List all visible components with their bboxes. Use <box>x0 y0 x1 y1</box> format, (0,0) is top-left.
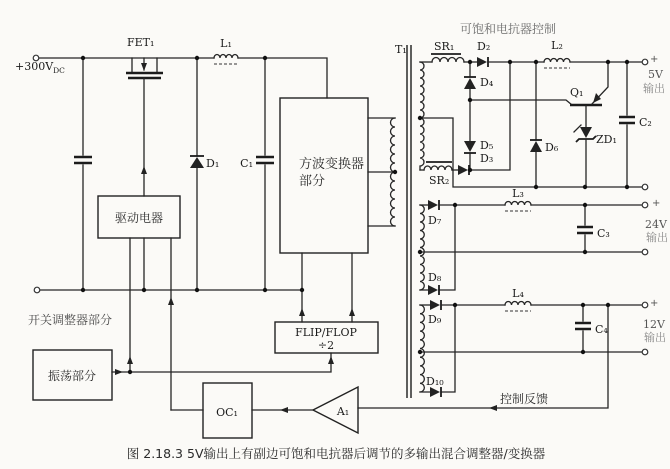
return-rail-5v <box>420 118 642 187</box>
5v-plus-sign: + <box>650 54 659 65</box>
q1-label: Q₁ <box>570 86 584 99</box>
d7-label: D₇ <box>428 214 442 227</box>
arrow-up-icon <box>168 297 174 305</box>
d4-label: D₄ <box>480 76 494 89</box>
collector-wire <box>470 100 572 105</box>
arrow-up-icon <box>299 308 305 316</box>
arrow-right-icon <box>115 369 123 375</box>
arrow-up-icon <box>328 356 334 364</box>
d1-diode-icon <box>190 58 204 290</box>
converter-box-label-line1: 方波变换器 <box>299 157 365 172</box>
coil <box>214 55 238 58</box>
fet1-icon <box>126 58 163 196</box>
d5-triangle <box>464 141 476 152</box>
d6-label: D₆ <box>545 141 559 154</box>
d9-label: D₉ <box>428 313 442 326</box>
l2-label: L₂ <box>551 39 563 52</box>
c4-label: C₄ <box>595 323 608 336</box>
plates <box>619 117 635 123</box>
input-capacitor-icon <box>74 157 92 163</box>
zd1-zener-icon <box>574 125 596 187</box>
c2-label: C₂ <box>639 116 652 129</box>
output-5v-section <box>420 54 642 187</box>
l4-label: L₄ <box>512 287 524 300</box>
figure-caption: 图 2.18.3 5V输出上有副边可饱和电抗器后调节的多输出混合调整器/变换器 <box>126 446 546 461</box>
sr1-label: SR₁ <box>434 40 455 53</box>
24v-positive-terminal <box>642 202 648 208</box>
c3-label: C₃ <box>597 227 610 240</box>
coil <box>505 302 531 306</box>
plates <box>577 227 593 233</box>
emitter-wire <box>592 62 608 104</box>
c4-capacitor-icon <box>575 305 591 352</box>
arrow-down-icon <box>141 63 147 71</box>
plates <box>256 157 274 163</box>
flipflop-label-line2: ÷2 <box>317 339 335 352</box>
5v-return-terminal <box>642 184 648 190</box>
d10-diode-icon <box>430 387 441 397</box>
emitter-arrow-icon <box>593 93 601 103</box>
5v-positive-terminal <box>642 59 648 65</box>
plates <box>575 323 591 329</box>
l3-label: L₃ <box>512 187 524 200</box>
converter-transformer <box>280 45 411 398</box>
d5-label: D₅ <box>480 139 494 152</box>
arrow-up-icon <box>141 166 147 174</box>
d8-label: D₈ <box>428 271 442 284</box>
l3-inductor-icon <box>505 202 642 212</box>
anode-triangle <box>430 300 440 310</box>
d6-diode-icon <box>530 62 542 187</box>
anode-triangle <box>428 200 438 210</box>
coil <box>505 202 531 206</box>
d4-triangle <box>464 78 476 89</box>
24v-voltage-label: 24V <box>645 218 667 231</box>
anode-triangle <box>190 157 204 168</box>
d3-label: D₃ <box>480 152 494 165</box>
anode-triangle <box>477 57 487 67</box>
amplifier-triangle-icon <box>313 387 358 433</box>
input-voltage-label: $+300V_{DC}$ <box>15 60 65 75</box>
zd1-label: ZD₁ <box>596 133 617 146</box>
secondary-24v-winding-icon <box>420 205 424 290</box>
driver-box-label: 驱动电器 <box>114 211 164 225</box>
secondary-12v-winding-icon <box>420 305 424 392</box>
arrow-left-icon <box>280 407 288 413</box>
12v-plus-sign: + <box>650 298 659 309</box>
24v-plus-sign: + <box>652 198 661 209</box>
d9-diode-icon <box>430 300 505 310</box>
c3-capacitor-icon <box>577 205 593 252</box>
l4-inductor-icon <box>505 302 642 312</box>
a1-label: A₁ <box>336 405 350 418</box>
d4-d5-reset-leg <box>464 62 476 170</box>
5v-voltage-label: 5V <box>648 68 663 81</box>
d10-label: D₁₀ <box>426 375 444 388</box>
l1-label: L₁ <box>220 37 232 50</box>
output-24v-section <box>420 200 642 295</box>
12v-output-word: 输出 <box>644 331 666 344</box>
oscillator-output-wire <box>112 353 331 372</box>
24v-return-terminal <box>642 249 648 255</box>
input-return-terminal <box>34 287 40 293</box>
d1-label: D₁ <box>206 157 220 170</box>
coil <box>424 166 452 170</box>
d2-label: D₂ <box>477 40 491 53</box>
regulator-section-label: 开关调整器部分 <box>28 313 113 327</box>
d8-diode-icon <box>428 285 439 295</box>
c2-capacitor-icon <box>619 62 635 187</box>
sr2-label: SR₂ <box>429 174 450 187</box>
coil <box>544 59 570 62</box>
c1-label: C₁ <box>240 157 253 170</box>
oc1-label: OC₁ <box>216 406 238 419</box>
converter-box-label-line2: 部分 <box>299 174 326 189</box>
arrow-up-icon <box>349 308 355 316</box>
feedback-label: 控制反馈 <box>500 392 549 406</box>
d7-diode-icon <box>428 200 505 210</box>
t1-label: T₁ <box>395 43 407 56</box>
c1-capacitor-icon <box>256 58 274 290</box>
anode-triangle <box>458 165 468 175</box>
anode-triangle <box>430 387 440 397</box>
oscillator-box-label: 振荡部分 <box>47 369 97 383</box>
wire <box>238 58 327 98</box>
12v-return-terminal <box>642 349 648 355</box>
buck-stage-wires <box>39 55 327 291</box>
flipflop-output-wires <box>302 253 352 322</box>
feedback-wire <box>358 305 608 408</box>
zener-mark <box>574 125 581 132</box>
5v-output-word: 输出 <box>643 82 665 95</box>
12v-positive-terminal <box>642 302 648 308</box>
coil <box>432 58 464 63</box>
transformer-core-icon <box>407 45 411 398</box>
arrow-up-icon <box>127 356 133 364</box>
driver-leads <box>130 238 171 410</box>
12v-voltage-label: 12V <box>643 318 665 331</box>
fet1-label: FET₁ <box>127 36 155 49</box>
flipflop-label-line1: FLIP/FLOP <box>295 326 357 339</box>
sr2-saturable-reactor-icon <box>420 162 458 170</box>
arrow-left-icon <box>489 405 497 411</box>
anode-triangle <box>428 285 438 295</box>
24v-output-word: 输出 <box>646 231 668 244</box>
zener-triangle <box>580 127 592 138</box>
magamp-annotation: 可饱和电抗器控制 <box>459 22 557 36</box>
l1-inductor-icon <box>214 55 238 64</box>
anode-triangle <box>530 141 542 152</box>
q1-transistor-icon <box>470 62 608 127</box>
